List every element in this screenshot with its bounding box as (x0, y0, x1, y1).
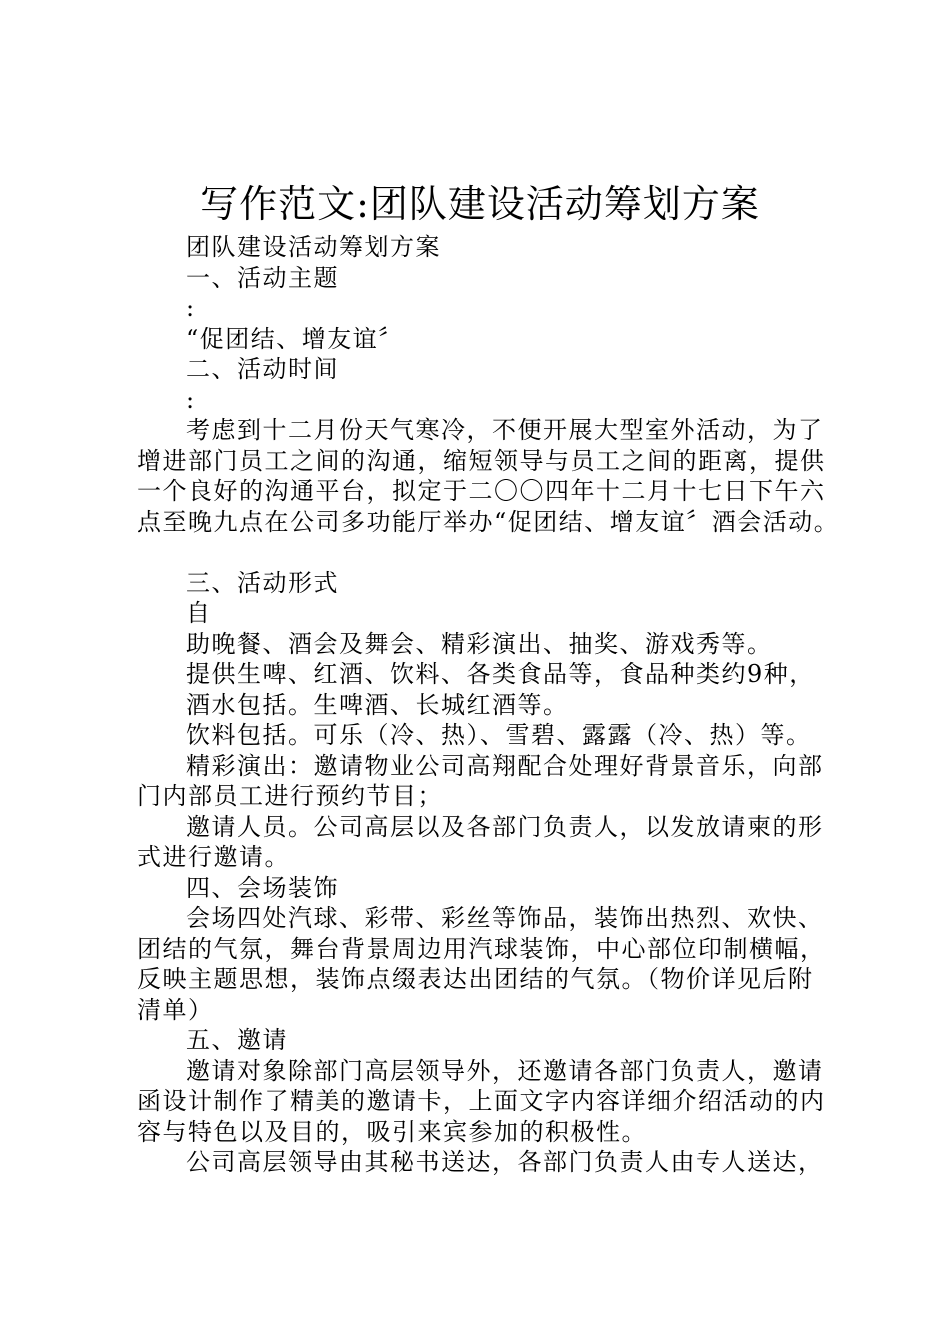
paragraph-line: 反映主题思想，装饰点缀表达出团结的气氛。（物价详见后附 (137, 965, 814, 993)
paragraph-line: 函设计制作了精美的邀请卡，上面文字内容详细介绍活动的内 (137, 1087, 826, 1115)
paragraph-line: 公司高层领导由其秘书送达，各部门负责人由专人送达， (186, 1148, 824, 1176)
section-heading: 四、会场装饰 (186, 873, 339, 902)
paragraph-line: 增进部门员工之间的沟通，缩短领导与员工之间的距离，提供 (137, 446, 826, 475)
paragraph-line: 团结的气氛，舞台背景周边用汽球装饰，中心部位印制横幅， (137, 934, 826, 963)
blank-line (137, 537, 827, 568)
paragraph-line: 饮料包括。可乐（冷、热）、雪碧、露露（冷、热）等。 (186, 721, 812, 749)
paragraph-line: 一个良好的沟通平台，拟定于二〇〇四年十二月十七日下午六 (137, 477, 826, 505)
paragraph-line: 提供生啤、红酒、饮料、各类食品等，食品种类约9种， (186, 660, 815, 688)
paragraph-line: : (186, 294, 196, 322)
paragraph-line: 式进行邀请。 (137, 843, 290, 871)
paragraph-line: 门内部员工进行预约节目； (137, 782, 443, 810)
document-body (137, 232, 840, 1178)
paragraph-line: 邀请人员。公司高层以及各部门负责人，以发放请柬的形 (186, 812, 824, 841)
paragraph-line: 会场四处汽球、彩带、彩丝等饰品，装饰出热烈、欢快、 (186, 904, 824, 932)
paragraph-line: 精彩演出：邀请物业公司高翔配合处理好背景音乐，向部 (186, 751, 824, 780)
section-heading: 五、邀请 (186, 1026, 288, 1054)
paragraph-line: 点至晚九点在公司多功能厅举办“促团结、增友谊〞酒会活动。 (137, 507, 840, 536)
paragraph-line: 容与特色以及目的，吸引来宾参加的积极性。 (137, 1117, 647, 1146)
section-heading: 二、活动时间 (186, 355, 339, 383)
paragraph-line: “促团结、增友谊〞 (186, 324, 404, 353)
document-title: 写作范文:团队建设活动筹划方案 (200, 182, 760, 226)
paragraph-line: 考虑到十二月份天气寒冷，不便开展大型室外活动，为了 (186, 416, 824, 444)
paragraph-line: 助晚餐、酒会及舞会、精彩演出、抽奖、游戏秀等。 (186, 629, 773, 658)
section-heading: 一、活动主题 (186, 263, 339, 292)
section-heading: 三、活动形式 (186, 568, 339, 597)
paragraph-line: 清单） (137, 995, 214, 1024)
paragraph-line: 自 (186, 599, 212, 627)
paragraph-line: 邀请对象除部门高层领导外，还邀请各部门负责人，邀请 (186, 1056, 824, 1085)
paragraph-line: 酒水包括。生啤酒、长城红酒等。 (186, 690, 569, 719)
paragraph-line: 团队建设活动筹划方案 (186, 233, 441, 261)
paragraph-line: : (186, 385, 196, 414)
